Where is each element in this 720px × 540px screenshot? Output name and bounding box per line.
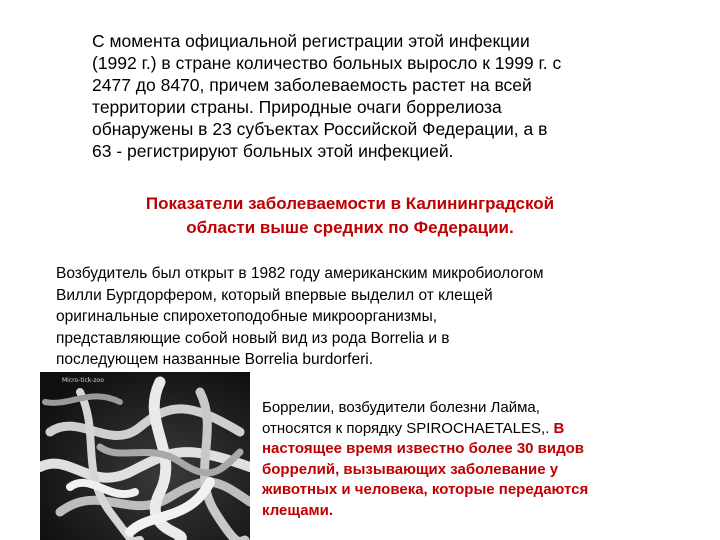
borrelia-paragraph xyxy=(262,398,702,522)
highlight-line: области выше средних по Федерации. xyxy=(186,218,514,237)
intro-line: 2477 до 8470, причем заболеваемость растет на всей xyxy=(92,75,532,95)
spirochete-micrograph-image xyxy=(40,372,250,540)
intro-paragraph xyxy=(92,30,652,162)
borrelia-line xyxy=(262,419,702,440)
discovery-paragraph xyxy=(56,263,706,371)
highlight-line: Показатели заболеваемости в Калининградской xyxy=(145,194,555,213)
discovery-line: Вилли Бургдорфером, который впервые выделил от клещей xyxy=(56,286,493,304)
borrelia-highlight-line: животных и человека, которые передаются xyxy=(262,481,589,499)
discovery-line: представляющие собой новый вид из рода Borrelia и в xyxy=(56,329,450,347)
borrelia-line: Боррелии, возбудители болезни Лайма, xyxy=(262,399,540,416)
intro-line: С момента официальной регистрации этой инфекции xyxy=(92,31,530,51)
highlight-heading xyxy=(90,192,610,240)
borrelia-micrograph xyxy=(40,372,250,540)
borrelia-highlight-line: боррелий, вызывающих заболевание у xyxy=(262,460,559,478)
discovery-line: Возбудитель был открыт в 1982 году американским микробиологом xyxy=(56,265,544,282)
intro-line: (1992 г.) в стране количество больных выросло к 1999 г. с xyxy=(92,53,562,73)
micrograph-caption: Micro-tick-zoo xyxy=(62,377,104,384)
borrelia-highlight-line: настоящее время известно более 30 видов xyxy=(262,440,585,458)
borrelia-line-text: относятся к порядку SPIROCHAETALES,. xyxy=(262,419,554,437)
borrelia-line-highlight: В xyxy=(553,419,565,437)
intro-line: территории страны. Природные очаги боррелиоза xyxy=(92,97,502,117)
discovery-line: последующем названные Borrelia burdorferi. xyxy=(56,351,374,368)
intro-line: 63 - регистрируют больных этой инфекцией. xyxy=(92,141,454,161)
intro-line: обнаружены в 23 субъектах Российской Федерации, а в xyxy=(92,119,548,139)
discovery-line: оригинальные спирохетоподобные микроорганизмы, xyxy=(56,308,438,325)
borrelia-highlight-line: клещами. xyxy=(262,501,334,519)
